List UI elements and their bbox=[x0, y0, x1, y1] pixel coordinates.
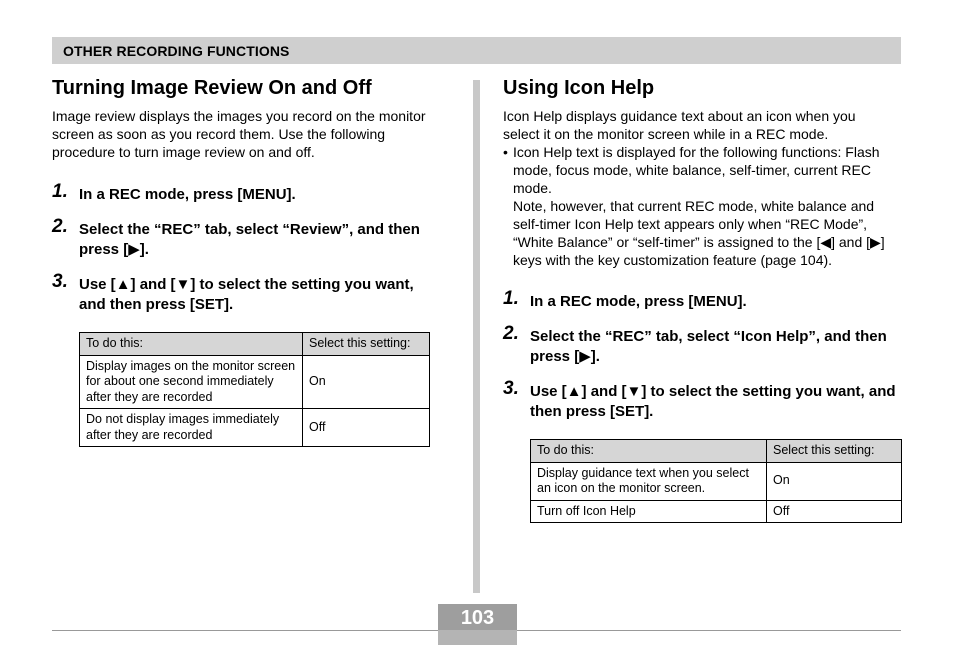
table-header-cell: To do this: bbox=[531, 440, 767, 463]
left-intro: Image review displays the images you record on the monitor screen as soon as you record them. Use the following procedure to turn image review on and off. bbox=[52, 108, 426, 160]
table-header-row bbox=[531, 440, 902, 463]
table-cell: Turn off Icon Help bbox=[531, 500, 767, 523]
step-number: 3. bbox=[503, 378, 519, 399]
table-row bbox=[531, 500, 902, 523]
table-row bbox=[531, 462, 902, 500]
step-text: Select the “REC” tab, select “Review”, and then press [▶]. bbox=[79, 221, 420, 258]
page-number-badge bbox=[438, 604, 517, 645]
table-header-row bbox=[80, 333, 430, 356]
table-cell: On bbox=[767, 462, 902, 500]
bullet-text: Icon Help text is displayed for the following functions: Flash mode, focus mode, white balance, self-timer, current REC mode. bbox=[513, 144, 880, 196]
table-cell: Off bbox=[303, 409, 430, 447]
right-step-3 bbox=[503, 378, 903, 422]
left-step-3 bbox=[52, 271, 437, 315]
table-cell: On bbox=[303, 355, 430, 409]
table-cell: Display guidance text when you select an icon on the monitor screen. bbox=[531, 462, 767, 500]
step-text: In a REC mode, press [MENU]. bbox=[530, 293, 747, 310]
right-step-2 bbox=[503, 323, 903, 367]
right-step-1 bbox=[503, 288, 903, 312]
step-number: 2. bbox=[503, 323, 519, 344]
review-settings-table bbox=[79, 332, 430, 447]
step-number: 1. bbox=[52, 181, 68, 202]
table-row bbox=[80, 355, 430, 409]
step-text: In a REC mode, press [MENU]. bbox=[79, 186, 296, 203]
table-header-cell: To do this: bbox=[80, 333, 303, 356]
icon-help-settings-table bbox=[530, 439, 902, 523]
column-divider bbox=[473, 80, 480, 593]
left-step-2 bbox=[52, 216, 437, 260]
step-text: Use [▲] and [▼] to select the setting you want, and then press [SET]. bbox=[79, 276, 414, 313]
step-number: 2. bbox=[52, 216, 68, 237]
table-header-cell: Select this setting: bbox=[303, 333, 430, 356]
table-cell: Off bbox=[767, 500, 902, 523]
table-cell: Do not display images immediately after they are recorded bbox=[80, 409, 303, 447]
table-cell: Display images on the monitor screen for about one second immediately after they are recorded bbox=[80, 355, 303, 409]
left-heading: Turning Image Review On and Off bbox=[52, 77, 372, 99]
right-intro: Icon Help displays guidance text about an icon when you select it on the monitor screen while in a REC mode. bbox=[503, 108, 856, 142]
section-header-bar bbox=[52, 37, 901, 64]
step-number: 3. bbox=[52, 271, 68, 292]
right-column bbox=[503, 76, 903, 523]
step-text: Select the “REC” tab, select “Icon Help”, and then press [▶]. bbox=[530, 328, 887, 365]
bullet-item bbox=[503, 143, 901, 269]
bullet-mark: • bbox=[503, 144, 508, 160]
table-header-cell: Select this setting: bbox=[767, 440, 902, 463]
step-number: 1. bbox=[503, 288, 519, 309]
table-row bbox=[80, 409, 430, 447]
page-number: 103 bbox=[460, 607, 495, 629]
section-title: OTHER RECORDING FUNCTIONS bbox=[63, 43, 290, 59]
left-column bbox=[52, 76, 437, 447]
right-heading: Using Icon Help bbox=[503, 77, 655, 99]
left-step-1 bbox=[52, 181, 437, 205]
step-text: Use [▲] and [▼] to select the setting you want, and then press [SET]. bbox=[530, 383, 896, 420]
bullet-note: Note, however, that current REC mode, white balance and self-timer Icon Help text appears only when “REC Mode”, “White Balance” or “self-timer” is assigned to the [◀] and [▶] keys with the key customization feature (page 104). bbox=[513, 198, 885, 268]
